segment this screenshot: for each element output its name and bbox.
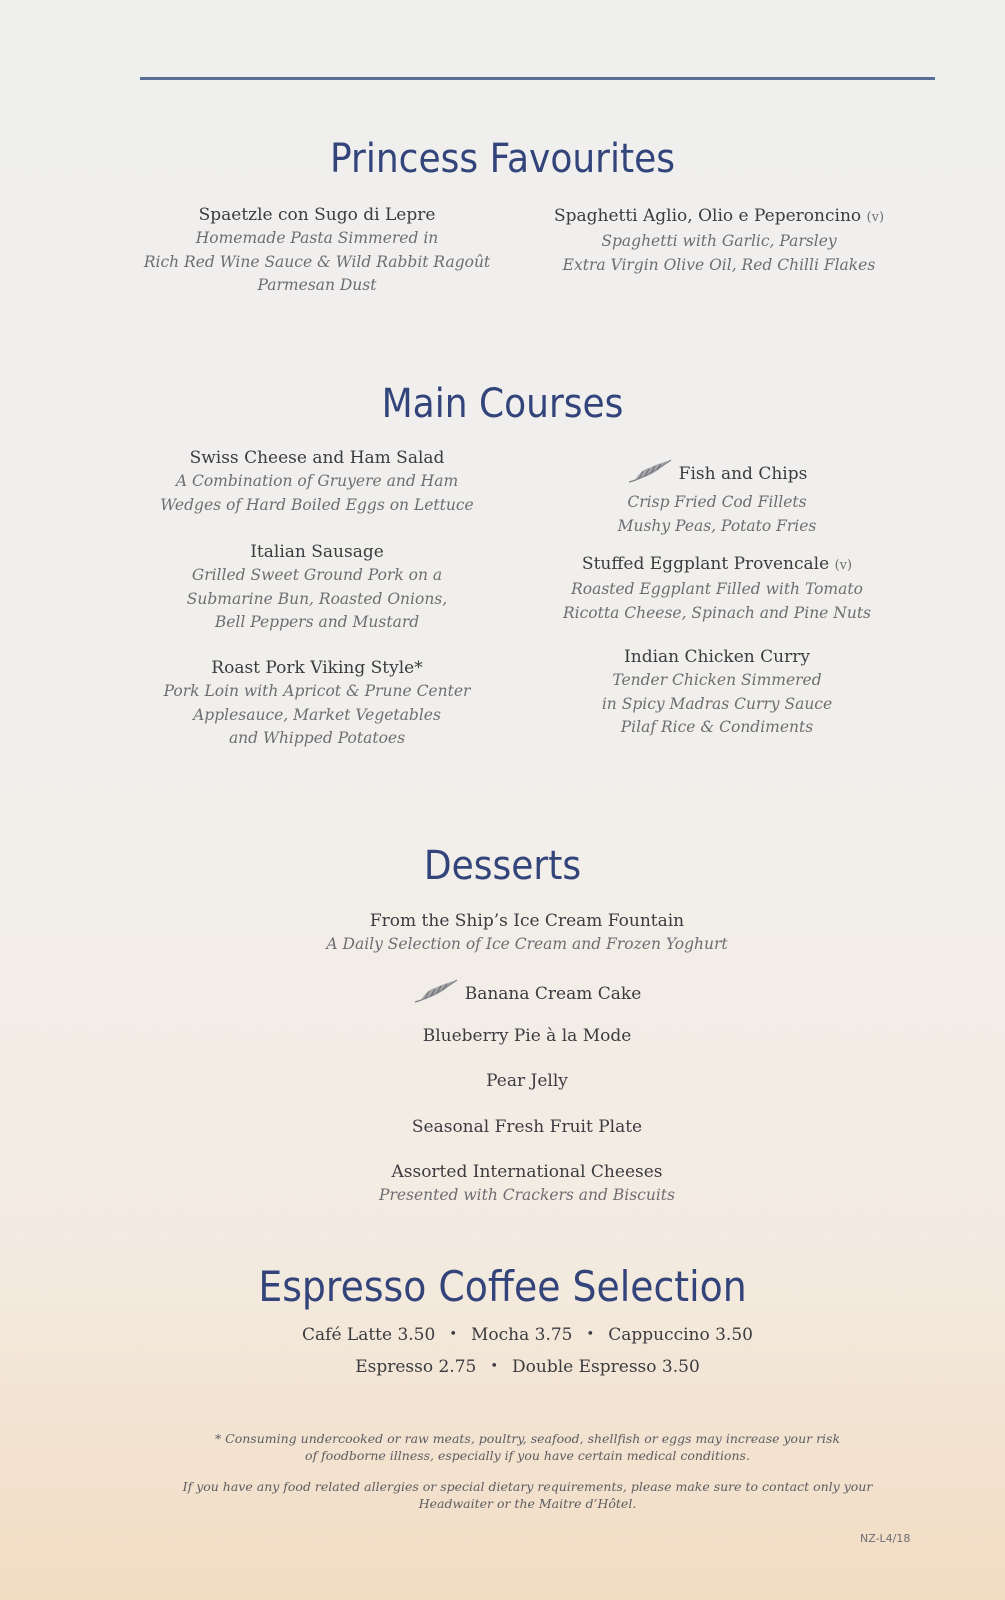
- item-desc: Submarine Bun, Roasted Onions,: [186, 589, 448, 608]
- fern-leaf-icon: [627, 458, 673, 491]
- item-desc: Grilled Sweet Ground Pork on a: [191, 566, 443, 584]
- allergy-notice: [150, 1478, 905, 1512]
- menu-item-spaetzle: [117, 203, 517, 298]
- coffee-item: Espresso 2.75: [355, 1357, 477, 1377]
- section-title-main-courses: Main Courses: [381, 381, 624, 427]
- dessert-cheeses: [267, 1160, 787, 1208]
- item-desc: A Combination of Gruyere and Ham: [175, 472, 459, 490]
- dessert-pear-jelly: [267, 1069, 787, 1093]
- item-name: Blueberry Pie à la Mode: [422, 1026, 632, 1046]
- section-title-princess-favourites: Princess Favourites: [329, 136, 676, 182]
- item-name: Stuffed Eggplant Provencale: [581, 554, 830, 574]
- menu-item-spaghetti: [519, 204, 919, 277]
- item-name: Assorted International Cheeses: [391, 1162, 663, 1182]
- item-desc: Pork Loin with Apricot & Prune Center: [163, 682, 471, 700]
- menu-item-italian-sausage: [117, 540, 517, 635]
- separator-dot: •: [490, 1359, 499, 1374]
- item-name: Banana Cream Cake: [464, 984, 642, 1004]
- section-title-desserts: Desserts: [423, 843, 582, 889]
- notice-line: of foodborne illness, especially if you have certain medical conditions.: [305, 1448, 750, 1463]
- food-safety-notice: [150, 1430, 905, 1464]
- separator-dot: •: [586, 1327, 595, 1342]
- dessert-blueberry-pie: [267, 1024, 787, 1048]
- item-desc: Ricotta Cheese, Spinach and Pine Nuts: [562, 603, 872, 622]
- item-desc: A Daily Selection of Ice Cream and Frozen Yoghurt: [326, 935, 728, 953]
- dessert-fruit-plate: [267, 1115, 787, 1139]
- vegetarian-mark: (v): [834, 558, 853, 573]
- separator-dot: •: [449, 1327, 457, 1342]
- item-desc: in Spicy Madras Curry Sauce: [601, 694, 833, 713]
- coffee-item: Café Latte 3.50: [302, 1325, 436, 1345]
- menu-item-fish-and-chips: [517, 458, 917, 538]
- notice-line: * Consuming undercooked or raw meats, poultry, seafood, shellfish or eggs may increase your risk: [214, 1431, 841, 1446]
- menu-code: NZ-L4/18: [860, 1532, 911, 1545]
- item-name: Indian Chicken Curry: [624, 647, 810, 667]
- coffee-row-2: [0, 1357, 1005, 1377]
- item-name: Spaetzle con Sugo di Lepre: [198, 205, 436, 225]
- item-name: Italian Sausage: [250, 542, 384, 562]
- item-desc: Homemade Pasta Simmered in: [195, 229, 439, 247]
- item-desc: Bell Peppers and Mustard: [214, 613, 420, 631]
- item-desc: Spaghetti with Garlic, Parsley: [601, 232, 837, 250]
- item-name: Swiss Cheese and Ham Salad: [189, 448, 445, 468]
- coffee-item: Double Espresso 3.50: [512, 1357, 700, 1377]
- dessert-banana-cream-cake: [267, 978, 787, 1011]
- coffee-item: Mocha 3.75: [471, 1325, 573, 1345]
- fern-leaf-icon: [413, 978, 459, 1011]
- menu-item-indian-chicken-curry: [517, 645, 917, 740]
- item-desc: Applesauce, Market Vegetables: [193, 705, 441, 724]
- item-desc: and Whipped Potatoes: [228, 729, 406, 747]
- item-desc: Mushy Peas, Potato Fries: [617, 516, 817, 535]
- item-desc: Rich Red Wine Sauce & Wild Rabbit Ragoût: [143, 252, 491, 271]
- notice-line: If you have any food related allergies or special dietary requirements, please make sure to contact only your: [182, 1479, 873, 1494]
- menu-item-swiss-cheese-salad: [117, 446, 517, 517]
- dessert-ice-cream-fountain: [267, 909, 787, 957]
- menu-item-stuffed-eggplant: [517, 552, 917, 625]
- coffee-item: Cappuccino 3.50: [608, 1325, 753, 1345]
- top-rule: [140, 77, 935, 80]
- item-name: Pear Jelly: [486, 1071, 568, 1091]
- item-desc: Presented with Crackers and Biscuits: [379, 1186, 675, 1204]
- item-desc: Tender Chicken Simmered: [612, 671, 822, 689]
- item-name: Spaghetti Aglio, Olio e Peperoncino: [553, 206, 862, 226]
- item-desc: Extra Virgin Olive Oil, Red Chilli Flakes: [562, 255, 876, 274]
- item-desc: Wedges of Hard Boiled Eggs on Lettuce: [160, 495, 474, 514]
- menu-item-roast-pork: [117, 656, 517, 751]
- notice-line: Headwaiter or the Maitre d’Hôtel.: [418, 1496, 637, 1511]
- vegetarian-mark: (v): [866, 210, 885, 225]
- item-desc: Parmesan Dust: [257, 276, 377, 294]
- coffee-row-1: [0, 1325, 1005, 1345]
- item-desc: Roasted Eggplant Filled with Tomato: [571, 580, 863, 598]
- section-title-espresso-coffee: Espresso Coffee Selection: [258, 1262, 747, 1311]
- item-desc: Crisp Fried Cod Fillets: [627, 493, 807, 511]
- item-name: Fish and Chips: [678, 464, 808, 484]
- item-name: Seasonal Fresh Fruit Plate: [411, 1117, 643, 1137]
- item-name: From the Ship’s Ice Cream Fountain: [369, 911, 685, 931]
- item-desc: Pilaf Rice & Condiments: [620, 718, 814, 736]
- item-name: Roast Pork Viking Style*: [211, 658, 423, 678]
